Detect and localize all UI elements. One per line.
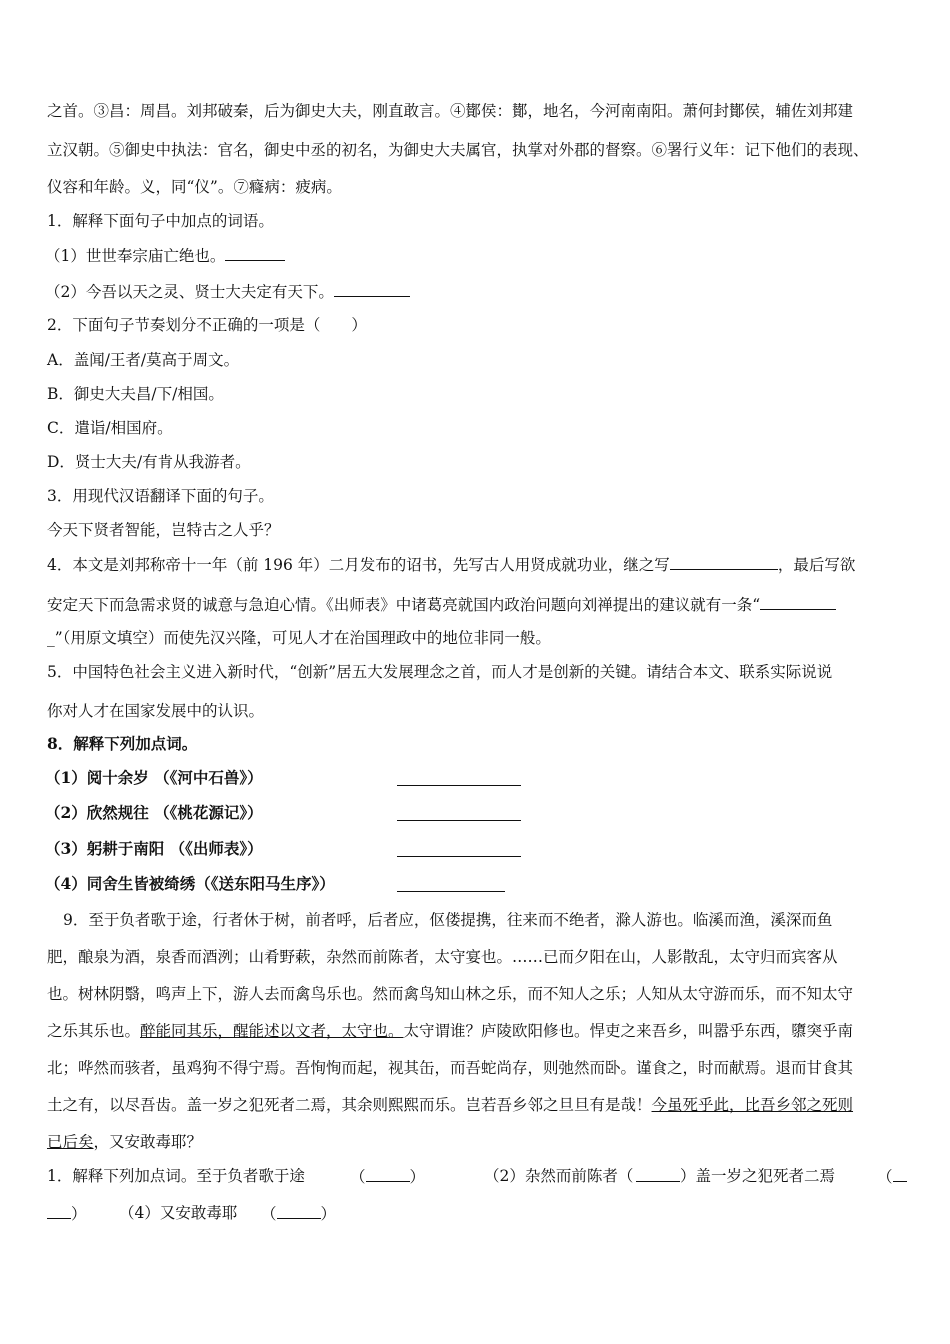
passage-line xyxy=(47,1095,853,1115)
answer-blank-tail[interactable]: _ xyxy=(47,629,55,647)
note-line: 之首。③昌：周昌。刘邦破秦，后为御史大夫，刚直敢言。④鄼侯：鄼，地名，今河南南阳。萧何封鄼侯，辅佐刘邦建 xyxy=(47,102,854,120)
passage-text: 太守谓谁？庐陵欧阳修也。悍吏之来吾乡，叫嚣乎东西，隳突乎南 xyxy=(403,1022,854,1040)
question-4-text: 安定天下而急需求贤的诚意与急迫心情。《出师表》中诸葛亮就国内政治问题向刘禅提出的建议就有一条“ xyxy=(47,596,761,614)
q8-item xyxy=(45,768,263,788)
answer-blank[interactable] xyxy=(397,876,505,892)
passage-text: ，又安敢毒耶？ xyxy=(93,1133,203,1151)
q9-sub1-text: ）盖一岁之犯死者二焉 xyxy=(680,1167,836,1185)
answer-blank[interactable] xyxy=(636,1166,680,1182)
q8-item-text: （2）欣然规往 （《桃花源记》） xyxy=(45,803,263,822)
q9-sub1-paren: （ ） xyxy=(350,1168,426,1186)
option-a: A．盖闻/王者/莫高于周文。 xyxy=(47,351,240,369)
q8-item-text: （4）同舍生皆被绮绣（《送东阳马生序》） xyxy=(45,874,335,893)
question-3-sentence: 今天下贤者智能，岂特古之人乎？ xyxy=(47,521,280,539)
answer-blank[interactable] xyxy=(334,281,410,297)
question-4-line xyxy=(47,628,551,648)
q9-sub1-paren: ） xyxy=(47,1203,87,1224)
passage-line: 也。树林阴翳，鸣声上下，游人去而禽鸟乐也。然而禽鸟知山林之乐，而不知人之乐；人知从太守游而乐，而不知太守 xyxy=(47,985,854,1003)
answer-blank[interactable] xyxy=(277,1203,321,1219)
q9-sub1-paren: （ ） xyxy=(261,1205,337,1223)
passage-line xyxy=(47,1021,853,1041)
question-1-2-text: （2）今吾以天之灵、贤士大夫定有天下。 xyxy=(45,283,334,301)
question-4-line xyxy=(47,594,836,615)
option-b: B．御史大夫昌/下/相国。 xyxy=(47,385,224,403)
answer-blank[interactable] xyxy=(397,805,521,821)
passage-line: 9．至于负者歌于途，行者休于树，前者呼，后者应，伛偻提携，往来而不绝者，滁人游也。临溪而渔，溪深而鱼 xyxy=(63,911,833,929)
answer-blank[interactable] xyxy=(893,1166,907,1182)
passage-text: 之乐其乐也。 xyxy=(47,1022,141,1040)
underlined-sentence: 已后矣 xyxy=(47,1133,94,1151)
q8-item xyxy=(45,803,263,823)
answer-blank[interactable] xyxy=(670,554,778,570)
q8-item xyxy=(45,839,263,859)
answer-blank[interactable] xyxy=(397,841,521,857)
q9-sub1-text: （2）杂然而前陈者（ xyxy=(484,1167,634,1185)
answer-blank[interactable] xyxy=(225,245,285,261)
question-1-1 xyxy=(45,245,285,266)
answer-blank[interactable] xyxy=(397,770,521,786)
question-4-text: 4．本文是刘邦称帝十一年（前 196 年）二月发布的诏书，先写古人用贤成就功业，继之写 xyxy=(47,556,670,574)
option-d: D．贤士大夫/有肯从我游者。 xyxy=(47,453,251,471)
note-line: 仪容和年龄。义，同“仪”。⑦癃病：疲病。 xyxy=(47,178,342,196)
passage-line: 肥，酿泉为酒，泉香而酒洌；山肴野蔌，杂然而前陈者，太守宴也。……已而夕阳在山，人影散乱，太守归而宾客从 xyxy=(47,948,838,966)
passage-line xyxy=(47,1132,202,1152)
question-4-line xyxy=(47,554,855,575)
q9-sub1-line xyxy=(47,1166,907,1186)
q9-sub1-line xyxy=(47,1203,907,1223)
q9-sub1-text: 1．解释下列加点词。至于负者歌于途 xyxy=(47,1167,305,1185)
answer-blank[interactable] xyxy=(366,1166,410,1182)
question-1: 1．解释下面句子中加点的词语。 xyxy=(47,212,274,230)
passage-text: 土之有，以尽吾齿。盖一岁之犯死者二焉，其余则熙熙而乐。岂若吾乡邻之旦旦有是哉！ xyxy=(47,1096,652,1114)
passage-line: 北；哗然而骇者，虽鸡狗不得宁焉。吾恂恂而起，视其缶，而吾蛇尚存，则弛然而卧。谨食之，时而献焉。退而甘食其 xyxy=(47,1059,854,1077)
q9-sub1-paren: （ xyxy=(877,1166,907,1187)
note-line: 立汉朝。⑤御史中执法：官名，御史中丞的初名，为御史大夫属官，执掌对外郡的督察。⑥署行义年：记下他们的表现、 xyxy=(47,141,869,159)
question-5-line: 5．中国特色社会主义进入新时代，“创新”居五大发展理念之首，而人才是创新的关键。请结合本文、联系实际说说 xyxy=(47,663,833,681)
answer-blank[interactable] xyxy=(760,594,836,610)
question-5-line: 你对人才在国家发展中的认识。 xyxy=(47,702,265,720)
question-8-title: 8．解释下列加点词。 xyxy=(47,734,198,753)
question-1-2 xyxy=(45,281,410,302)
underlined-sentence: 醉能同其乐，醒能述以文者，太守也。 xyxy=(140,1022,404,1040)
question-4-text: ”（用原文填空）而使先汉兴隆，可见人才在治国理政中的地位非同一般。 xyxy=(54,629,551,647)
option-c: C．遣诣/相国府。 xyxy=(47,419,173,437)
q9-sub1-text: （4）又安敢毒耶 xyxy=(119,1204,238,1222)
q8-item xyxy=(45,874,335,894)
answer-blank[interactable] xyxy=(47,1203,71,1219)
question-1-1-text: （1）世世奉宗庙亡绝也。 xyxy=(45,247,226,265)
question-3: 3．用现代汉语翻译下面的句子。 xyxy=(47,487,274,505)
question-2: 2．下面句子节奏划分不正确的一项是（ ） xyxy=(47,316,367,334)
q9-sub1-paren xyxy=(636,1166,680,1187)
underlined-sentence: 今虽死乎此，比吾乡邻之死则 xyxy=(651,1096,854,1114)
q8-item-text: （3）躬耕于南阳 （《出师表》） xyxy=(45,839,263,858)
question-4-text: ，最后写欲 xyxy=(777,556,856,574)
q8-item-text: （1）阅十余岁 （《河中石兽》） xyxy=(45,768,263,787)
